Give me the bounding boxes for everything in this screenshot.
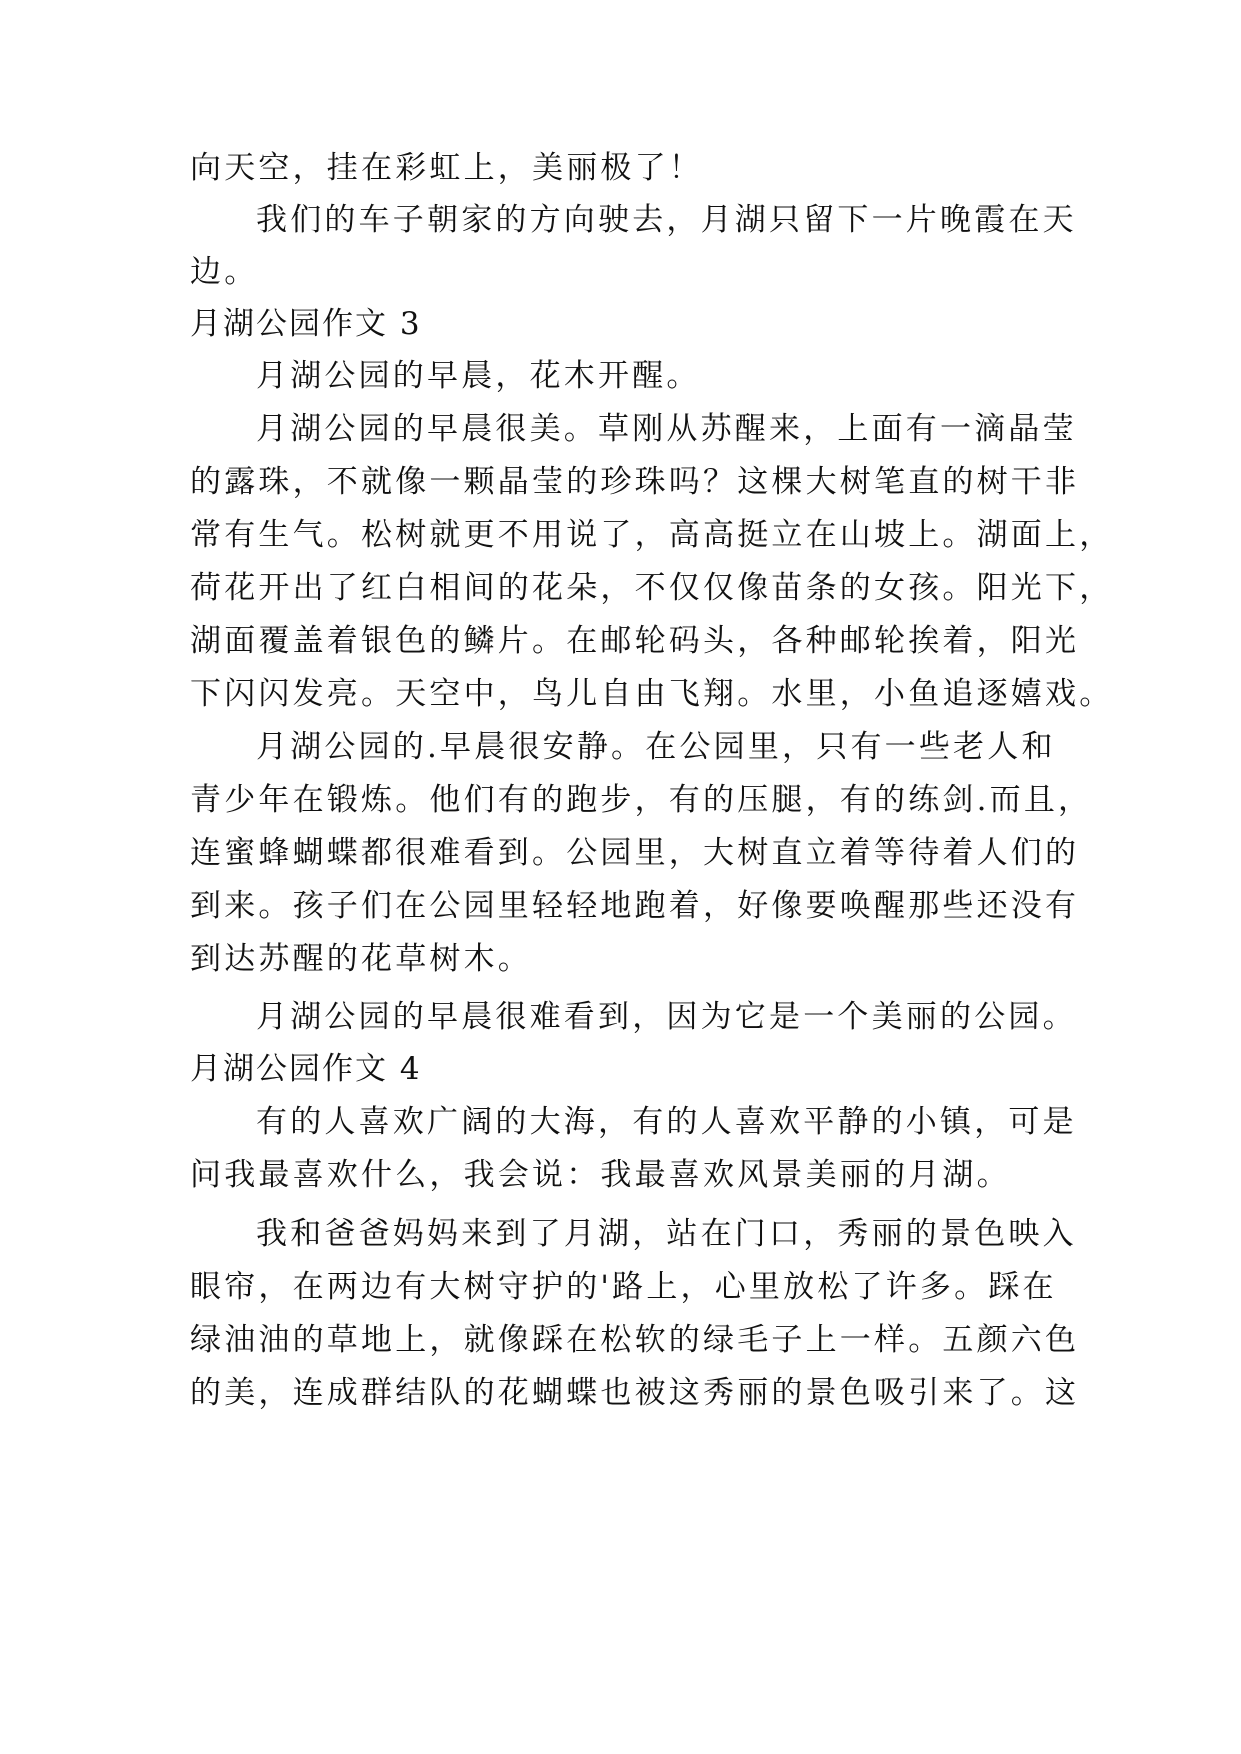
text-line: 湖面覆盖着银色的鳞片。在邮轮码头，各种邮轮挨着，阳光 bbox=[190, 623, 1080, 659]
text-line: 边。 bbox=[190, 254, 259, 290]
text-line: 我们的车子朝家的方向驶去，月湖只留下一片晚霞在天 bbox=[256, 202, 1077, 238]
text-line: 青少年在锻炼。他们有的跑步，有的压腿，有的练剑.而且， bbox=[190, 782, 1093, 818]
section-heading: 月湖公园作文 3 bbox=[190, 306, 422, 342]
text-line: 月湖公园的.早晨很安静。在公园里，只有一些老人和 bbox=[256, 729, 1056, 765]
text-line: 到达苏醒的花草树木。 bbox=[190, 941, 532, 977]
text-line: 连蜜蜂蝴蝶都很难看到。公园里，大树直立着等待着人们的 bbox=[190, 835, 1080, 871]
text-line: 月湖公园的早晨很难看到，因为它是一个美丽的公园。 bbox=[256, 999, 1077, 1035]
text-line: 常有生气。松树就更不用说了，高高挺立在山坡上。湖面上， bbox=[190, 517, 1114, 553]
text-line: 的美，连成群结队的花蝴蝶也被这秀丽的景色吸引来了。这 bbox=[190, 1375, 1080, 1411]
text-line: 的露珠，不就像一颗晶莹的珍珠吗？这棵大树笔直的树干非 bbox=[190, 464, 1080, 500]
text-line: 荷花开出了红白相间的花朵，不仅仅像苗条的女孩。阳光下， bbox=[190, 570, 1114, 606]
text-line: 眼帘，在两边有大树守护的'路上，心里放松了许多。踩在 bbox=[190, 1269, 1057, 1305]
text-line: 下闪闪发亮。天空中，鸟儿自由飞翔。水里，小鱼追逐嬉戏。 bbox=[190, 676, 1114, 712]
text-line: 月湖公园的早晨很美。草刚从苏醒来，上面有一滴晶莹 bbox=[256, 411, 1077, 447]
text-line: 到来。孩子们在公园里轻轻地跑着，好像要唤醒那些还没有 bbox=[190, 888, 1080, 924]
section-heading: 月湖公园作文 4 bbox=[190, 1051, 422, 1087]
text-line: 我和爸爸妈妈来到了月湖，站在门口，秀丽的景色映入 bbox=[256, 1216, 1077, 1252]
text-line: 向天空，挂在彩虹上，美丽极了！ bbox=[190, 150, 703, 186]
text-line: 有的人喜欢广阔的大海，有的人喜欢平静的小镇，可是 bbox=[256, 1104, 1077, 1140]
text-line: 问我最喜欢什么，我会说：我最喜欢风景美丽的月湖。 bbox=[190, 1157, 1011, 1193]
text-line: 月湖公园的早晨，花木开醒。 bbox=[256, 358, 701, 394]
text-line: 绿油油的草地上，就像踩在松软的绿毛子上一样。五颜六色 bbox=[190, 1322, 1080, 1358]
